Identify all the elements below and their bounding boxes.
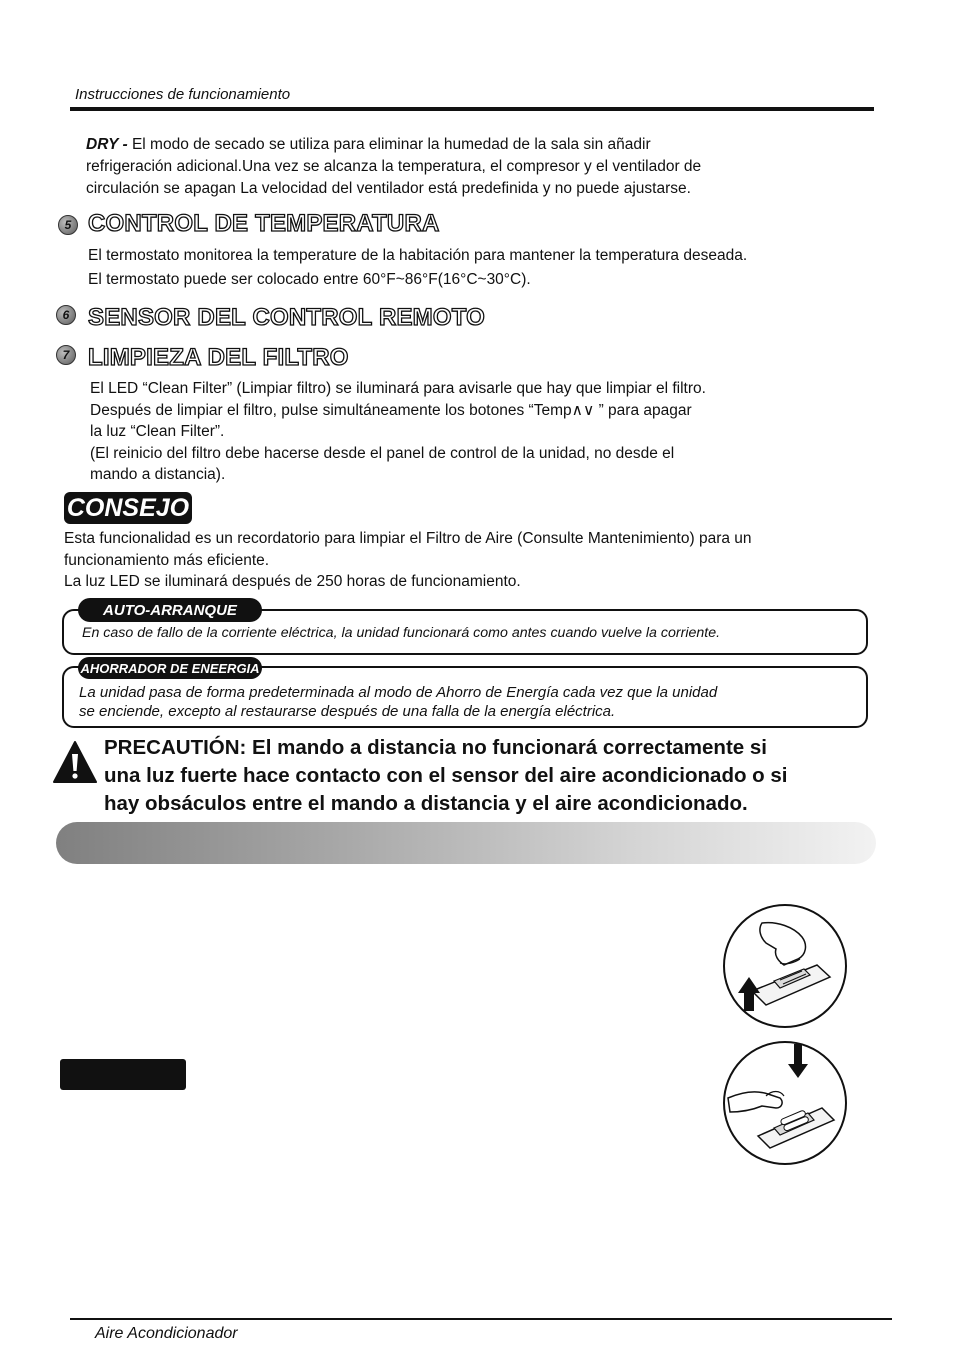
section-5-number-badge: 5 [58,215,78,235]
warning-triangle-icon [52,740,98,784]
consejo-body [64,528,884,593]
consejo-line-1: Esta funcionalidad es un recordatorio para limpiar el Filtro de Aire (Consulte Mantenimiento) para un [64,530,752,547]
section-header-bar [56,822,876,864]
section-7-line-3: la luz “Clean Filter”. [90,423,225,440]
section-7-line-5: mando a distancia). [90,466,226,483]
dry-text-2: refrigeración adicional.Una vez se alcanza la temperatura, el compresor y el ventilador de [86,158,702,175]
header-rule [70,107,874,111]
footer-title: Aire Acondicionador [95,1325,238,1342]
header-title: Instrucciones de funcionamiento [75,86,291,103]
section-7-title: LIMPIEZA DEL FILTRO [88,344,349,371]
section-7-line-4: (El reinicio del filtro debe hacerse desde el panel de control de la unidad, no desde el [90,444,675,462]
section-7-number-badge: 7 [56,345,76,365]
section-6-title: SENSOR DEL CONTROL REMOTO [88,304,486,331]
consejo-badge: CONSEJO [64,492,192,524]
section-7-line-2: Después de limpiar el filtro, pulse simultáneamente los botones “Temp∧∨ ” para apagar [90,401,692,419]
consejo-line-2: funcionamiento más eficiente. [64,551,270,569]
section-5-line-1: El termostato monitorea la temperature de la habitación para mantener la temperatura deseada. [88,247,748,264]
energy-saver-line-1: La unidad pasa de forma predeterminada al modo de Ahorro de Energía cada vez que la unidad [79,684,718,701]
auto-restart-label: AUTO-ARRANQUE [78,598,262,622]
caution-line-2: una luz fuerte hace contacto con el sensor del aire acondicionado o si [104,764,788,787]
auto-restart-text: En caso de fallo de la corriente eléctrica, la unidad funcionará como antes cuando vuelve la corriente. [82,625,721,641]
section-5-title: CONTROL DE TEMPERATURA [88,210,440,237]
energy-saver-line-2: se enciende, excepto al restaurarse después de una falla de la energía eléctrica. [79,703,616,720]
section-6-number-badge: 6 [56,305,76,325]
section-7-line-1: El LED “Clean Filter” (Limpiar filtro) se iluminará para avisarle que hay que limpiar el filtro. [90,380,706,397]
section-7-body [90,378,850,486]
section-label-block [60,1059,186,1090]
consejo-line-3: La luz LED se iluminará después de 250 horas de funcionamiento. [64,573,521,590]
energy-saver-label: AHORRADOR DE ENEERGIA [78,657,262,679]
dry-paragraph [86,134,866,200]
battery-insert-illustration [722,1040,848,1166]
energy-saver-text [79,683,859,721]
section-5-line-2: El termostato puede ser colocado entre 60°F~86°F(16°C~30°C). [88,271,531,288]
footer-rule [70,1318,892,1320]
caution-line-1: PRECAUTIÓN: El mando a distancia no funcionará correctamente si [104,736,767,759]
caution-text [104,734,884,818]
section-5-body [88,245,868,291]
dry-text-3: circulación se apagan La velocidad del ventilador está predefinida y no puede ajustarse. [86,180,691,197]
battery-cover-open-illustration [722,903,848,1029]
caution-line-3: hay obsáculos entre el mando a distancia y el aire acondicionado. [104,792,748,815]
dry-text-1: El modo de secado se utiliza para eliminar la humedad de la sala sin añadir [127,136,651,153]
dry-label: DRY - [86,136,128,153]
